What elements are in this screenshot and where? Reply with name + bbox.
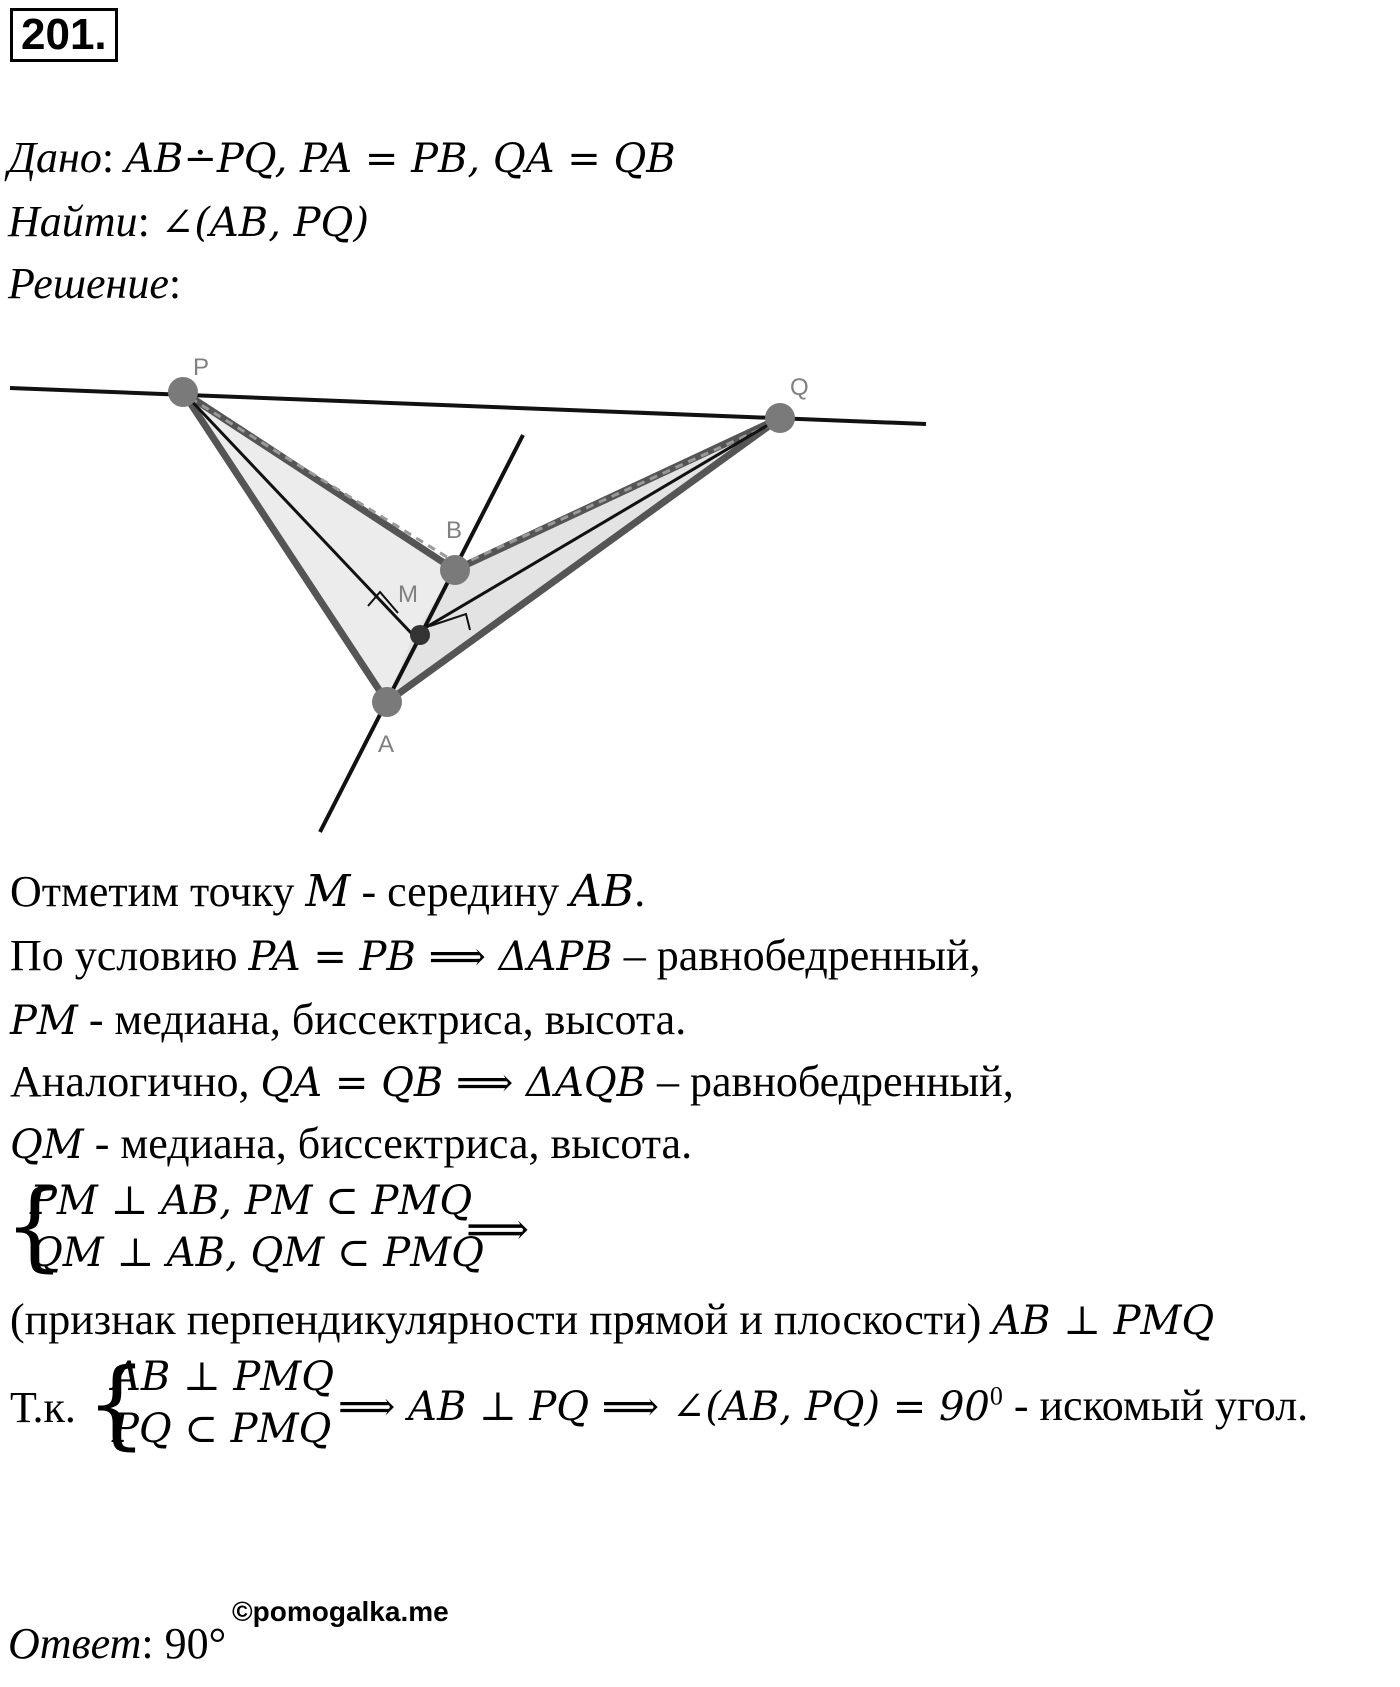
system-1-line-2: QM ⊥ AB, QM ⊂ PMQ — [30, 1230, 484, 1276]
answer-colon: : — [141, 1619, 165, 1668]
l7-sup: 0 — [989, 1381, 1003, 1411]
l2-math: PA = PB ⟹ ΔAPB — [248, 934, 613, 980]
given-label: Дано — [8, 133, 102, 182]
answer-value: 90° — [164, 1619, 227, 1668]
solution-colon: : — [168, 259, 182, 308]
l4-end: – равнобедренный, — [646, 1057, 1014, 1106]
system-1-implies: ⟹ — [466, 1204, 530, 1255]
given-expression: AB∸PQ, PA = PB, QA = QB — [125, 136, 676, 182]
l5-end: - медиана, биссектриса, высота. — [83, 1119, 693, 1168]
system-2-line-1: AB ⊥ PMQ — [112, 1354, 334, 1400]
l1-text: Отметим точку — [10, 867, 306, 916]
point-q — [765, 403, 795, 433]
solution-line-3 — [10, 994, 686, 1045]
l4-math: QA = QB ⟹ ΔAQB — [260, 1060, 647, 1106]
l3-end: - медиана, биссектриса, высота. — [77, 995, 687, 1044]
find-expression: ∠(AB, PQ) — [160, 200, 369, 246]
median-qm — [413, 418, 780, 635]
point-a — [372, 687, 402, 717]
solution-line-4 — [10, 1056, 1014, 1107]
l7-end: - искомый угол. — [1002, 1381, 1309, 1430]
l1-ab: AB — [570, 866, 635, 917]
median-pm — [183, 392, 413, 635]
label-b: B — [446, 517, 463, 544]
solution-line-5 — [10, 1118, 692, 1169]
solution-line-6 — [10, 1294, 1214, 1345]
point-b — [440, 555, 470, 585]
find-line — [8, 196, 369, 247]
system-2-brace: { — [86, 1348, 148, 1460]
geometry-figure — [0, 330, 960, 850]
system-1-line-1: PM ⊥ AB, PM ⊂ PMQ — [30, 1178, 473, 1224]
system-1-brace: { — [4, 1170, 66, 1282]
solution-line — [8, 258, 181, 309]
solution-label: Решение — [8, 259, 169, 308]
l7-prefix: Т.к. — [10, 1383, 76, 1432]
l3-math: PM — [10, 998, 78, 1044]
find-label: Найти — [8, 197, 138, 246]
system-2-line-2: PQ ⊂ PMQ — [112, 1406, 332, 1452]
problem-number: 201. — [10, 8, 118, 62]
solution-line-2 — [10, 930, 980, 981]
l1-end: . — [634, 867, 646, 916]
point-m — [410, 625, 430, 645]
point-p — [168, 377, 198, 407]
l2-end: – равнобедренный, — [612, 931, 981, 980]
l4-text: Аналогично, — [10, 1057, 261, 1106]
l2-text: По условию — [10, 931, 249, 980]
l7-math: ⟹ AB ⊥ PQ ⟹ ∠(AB, PQ) = 90 — [338, 1384, 990, 1430]
given-line — [8, 132, 676, 183]
label-a: A — [378, 731, 395, 758]
watermark: ©pomogalka.me — [232, 1596, 449, 1627]
l6-text: (признак перпендикулярности прямой и плоскости) — [10, 1295, 993, 1344]
l1-m: M — [305, 866, 351, 917]
solution-line-7 — [338, 1380, 1308, 1431]
l6-math: AB ⊥ PMQ — [992, 1298, 1215, 1344]
label-p: P — [193, 354, 210, 381]
l1-mid: - середину — [350, 867, 571, 916]
label-q: Q — [790, 374, 809, 401]
answer-label: Ответ — [8, 1619, 142, 1668]
find-colon: : — [137, 197, 150, 246]
l5-math: QM — [10, 1122, 84, 1168]
solution-line-1 — [10, 866, 645, 917]
given-colon: : — [101, 133, 115, 182]
label-m: M — [398, 581, 418, 608]
answer-line — [8, 1618, 226, 1669]
